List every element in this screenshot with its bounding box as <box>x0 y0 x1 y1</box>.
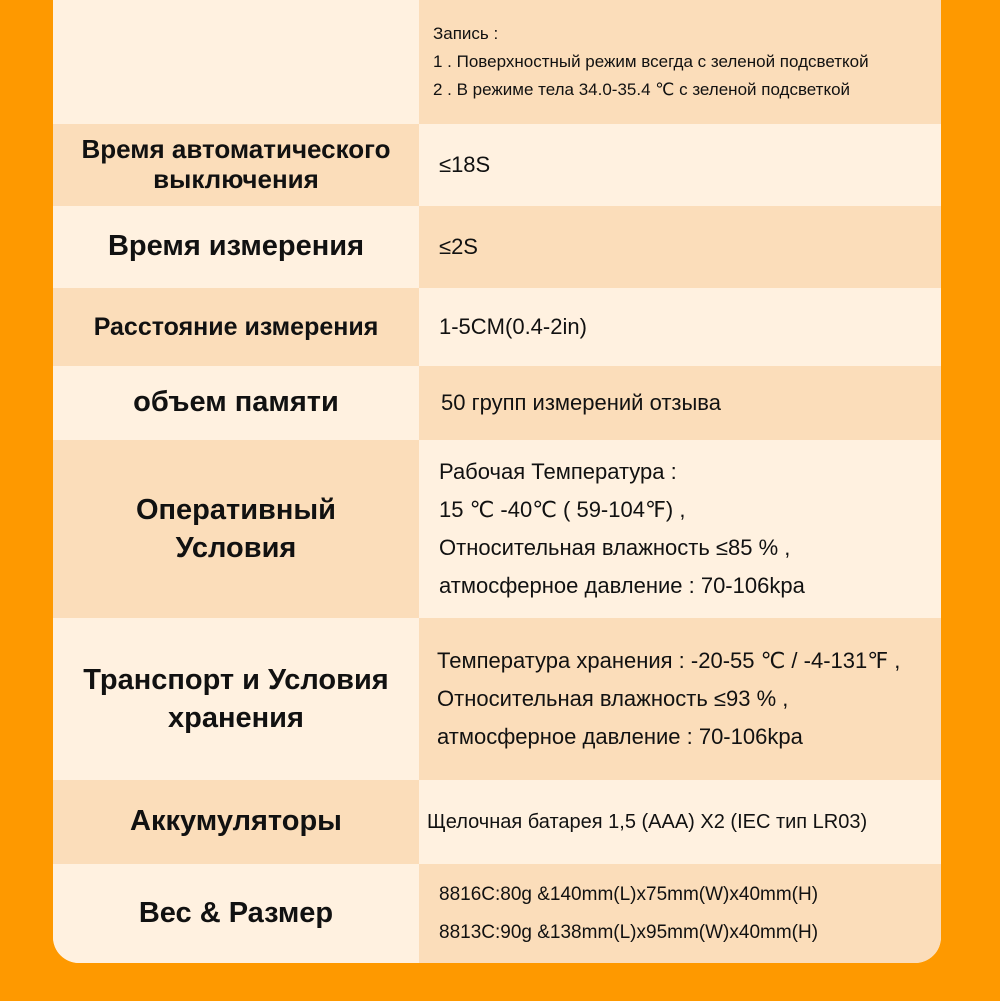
spec-value-weight-size <box>419 864 941 963</box>
weight-size-line-1: 8816C:80g &140mm(L)x75mm(W)x40mm(H) <box>439 883 819 905</box>
spec-row-measure-time <box>53 206 941 288</box>
storage-line-2: Относительная влажность ≤93 % , <box>437 686 789 711</box>
operating-line-3: Относительная влажность ≤85 % , <box>439 535 791 560</box>
note-line-2: 2 . В режиме тела 34.0-35.4 ℃ с зеленой подсветкой <box>433 80 851 99</box>
spec-value-memory <box>419 366 941 440</box>
storage-line-1: Температура хранения : -20-55 ℃ / -4-131℉ , <box>437 648 901 673</box>
spec-value-note <box>419 0 941 124</box>
spec-value-batteries <box>419 780 941 864</box>
spec-row-storage <box>53 618 941 780</box>
note-line-1: 1 . Поверхностный режим всегда с зеленой подсветкой <box>433 52 869 71</box>
spec-label-distance: Расстояние измерения <box>53 288 419 366</box>
operating-line-1: Рабочая Температура : <box>439 459 677 484</box>
spec-row-weight-size <box>53 864 941 963</box>
measure-time-value: ≤2S <box>439 234 478 259</box>
spec-label-auto-off: Время автоматического выключения <box>53 124 419 206</box>
spec-row-memory <box>53 366 941 440</box>
spec-value-auto-off <box>419 124 941 206</box>
distance-value: 1-5CM(0.4-2in) <box>439 314 587 339</box>
spec-label-measure-time: Время измерения <box>53 206 419 288</box>
spec-value-measure-time <box>419 206 941 288</box>
batteries-value: Щелочная батарея 1,5 (AAA) X2 (IEC тип LR03) <box>427 810 868 833</box>
spec-row-distance <box>53 288 941 366</box>
spec-row-operating <box>53 440 941 618</box>
memory-value: 50 групп измерений отзыва <box>441 390 721 415</box>
note-title: Запись : <box>433 24 499 43</box>
weight-size-line-2: 8813C:90g &138mm(L)x95mm(W)x40mm(H) <box>439 921 819 943</box>
spec-value-operating <box>419 440 941 618</box>
spec-label-empty <box>53 0 419 124</box>
spec-label-batteries: Аккумуляторы <box>53 780 419 864</box>
spec-row-auto-off <box>53 124 941 206</box>
storage-line-3: атмосферное давление : 70-106kpa <box>437 724 803 749</box>
spec-row-batteries <box>53 780 941 864</box>
spec-row-note <box>53 0 941 124</box>
spec-table <box>53 0 941 963</box>
operating-line-2: 15 ℃ -40℃ ( 59-104℉) , <box>439 497 686 522</box>
spec-value-storage <box>419 618 941 780</box>
spec-label-storage: Транспорт и Условия хранения <box>53 618 419 780</box>
spec-label-memory: объем памяти <box>53 366 419 440</box>
spec-label-weight-size: Вес & Размер <box>53 864 419 963</box>
auto-off-value: ≤18S <box>439 152 491 177</box>
operating-line-4: атмосферное давление : 70-106kpa <box>439 573 805 598</box>
spec-value-distance <box>419 288 941 366</box>
spec-label-operating: Оперативный Условия <box>53 440 419 618</box>
